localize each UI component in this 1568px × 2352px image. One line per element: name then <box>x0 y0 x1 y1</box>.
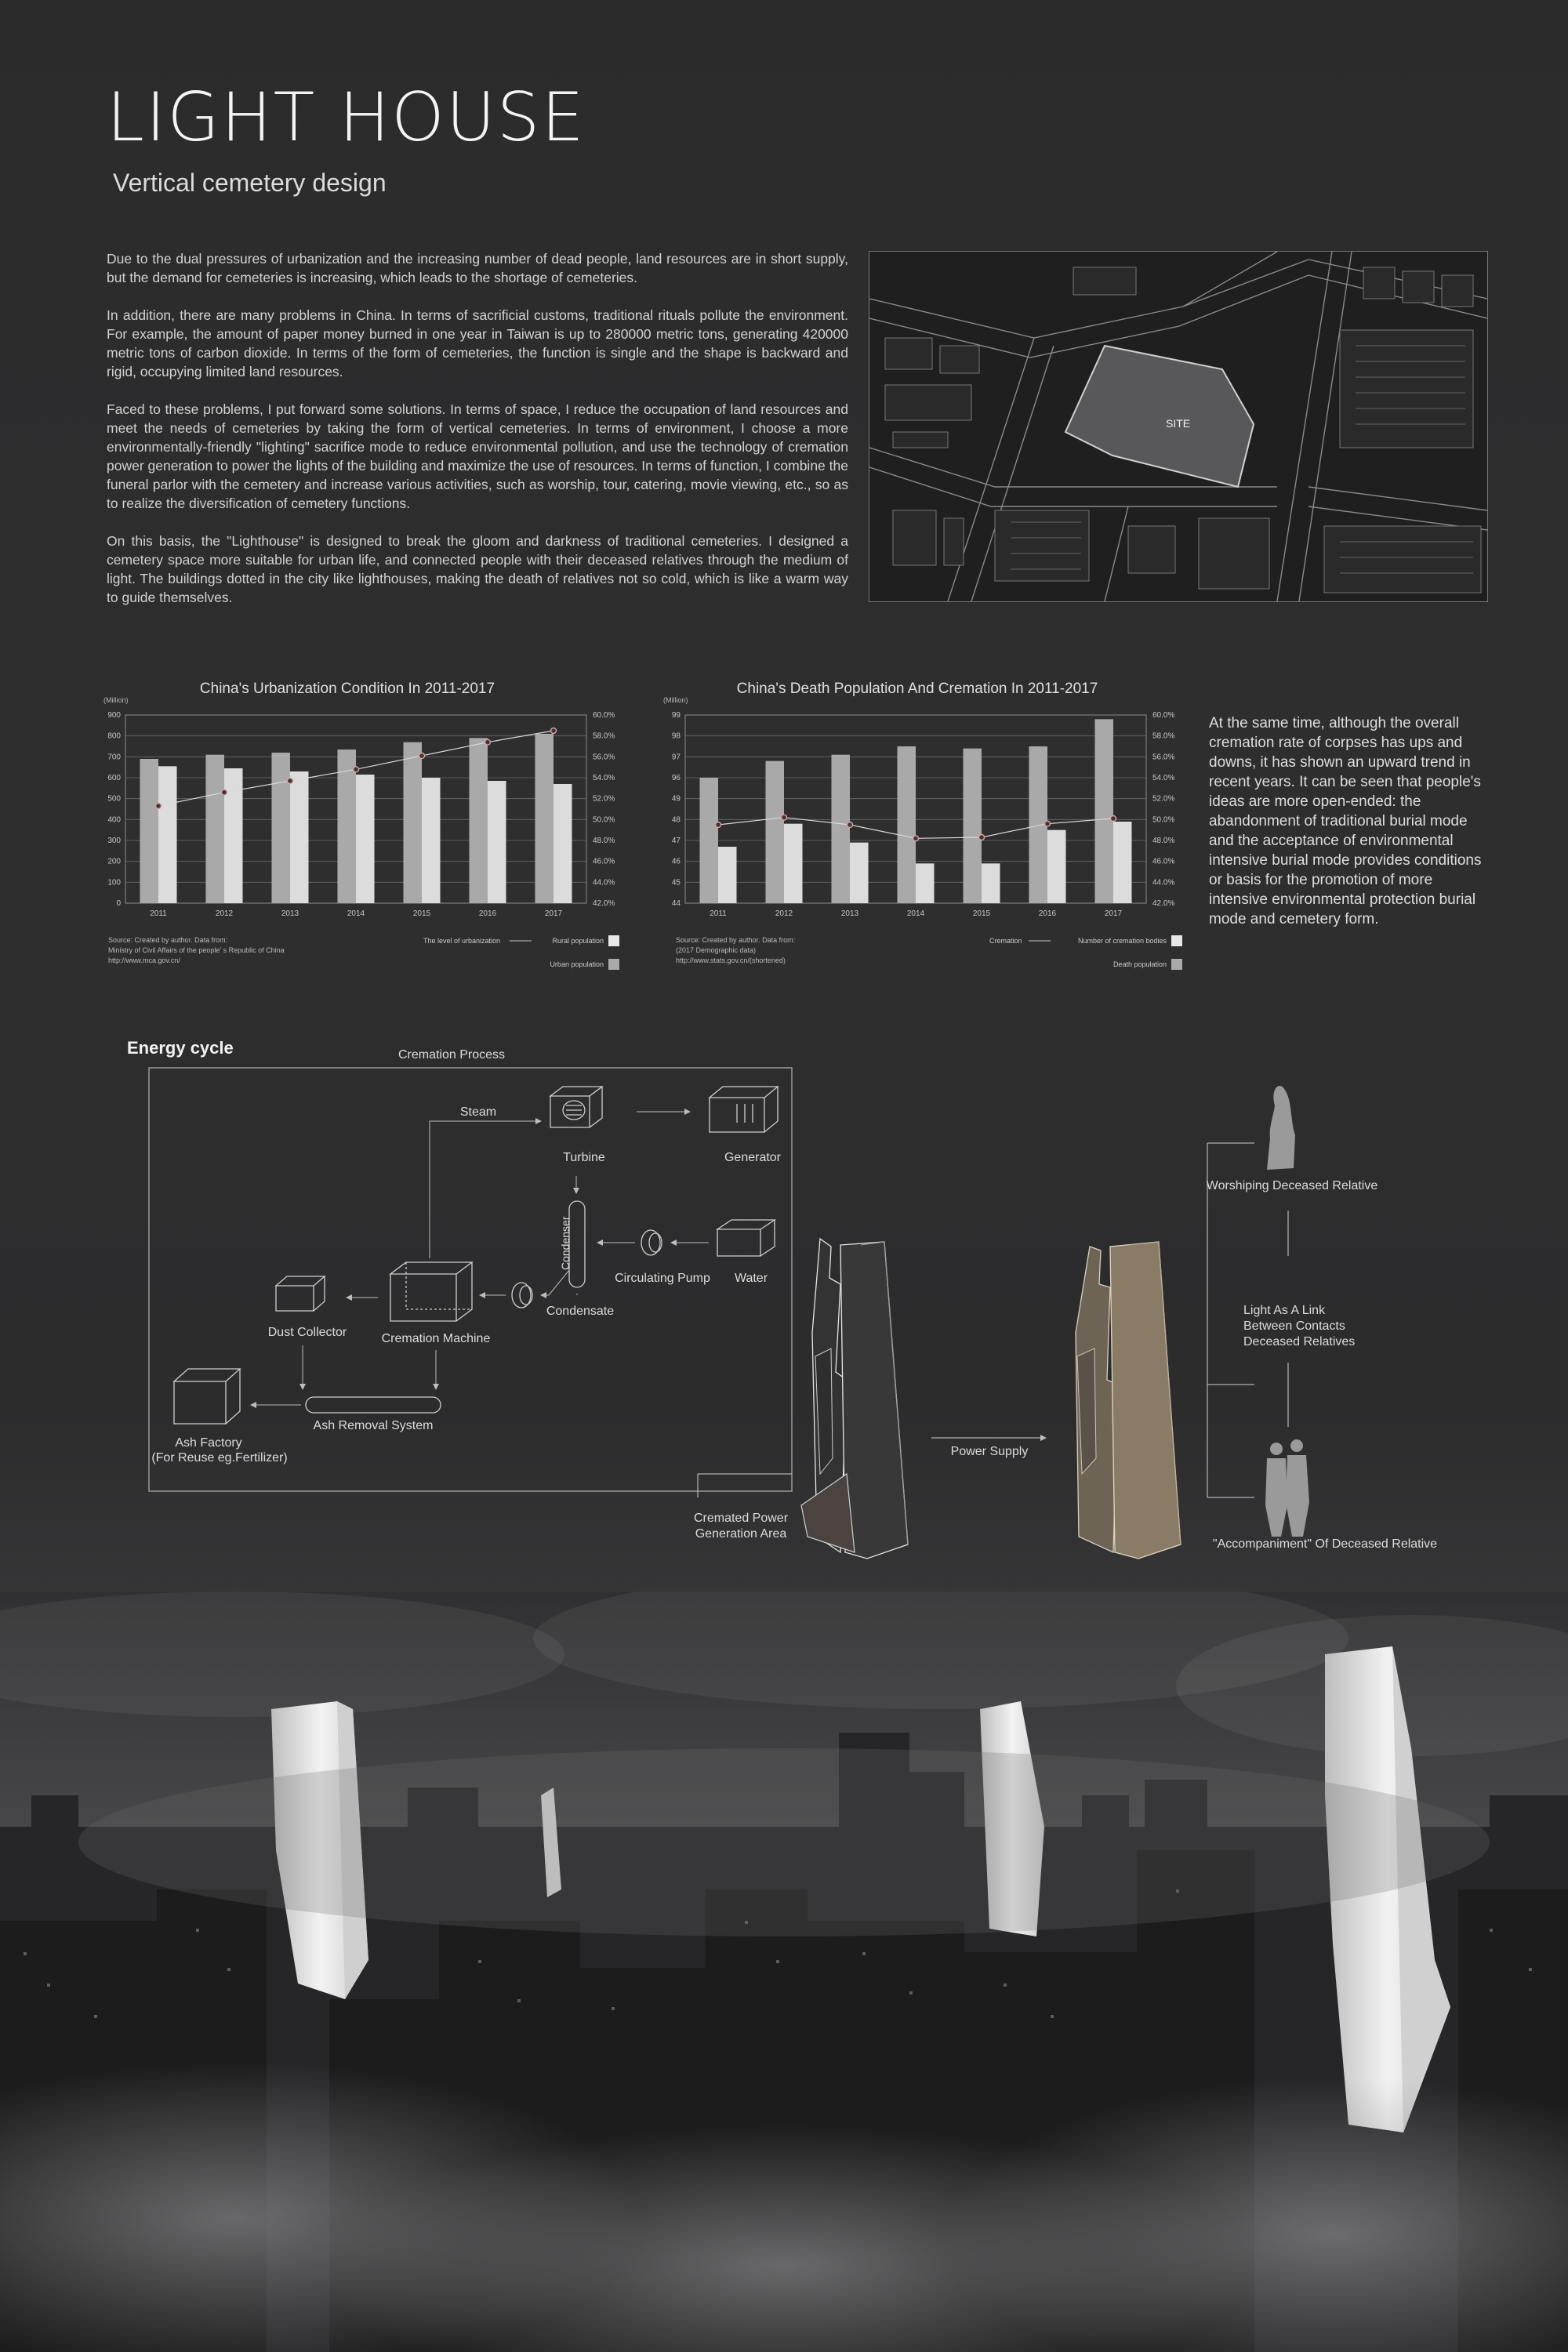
bar-number-of-cremation-bodies <box>850 843 869 903</box>
x-tick-label: 2013 <box>840 909 859 918</box>
ash-factory-icon <box>174 1369 240 1424</box>
line-point <box>288 779 293 784</box>
legend-label: Urban population <box>550 960 604 968</box>
y-tick-label: 600 <box>107 774 121 782</box>
generator-label: Generator <box>724 1151 782 1164</box>
x-tick-label: 2012 <box>775 909 793 918</box>
page-title: LIGHT HOUSE <box>107 78 586 157</box>
source-line: Ministry of Civil Affairs of the people' s Republic of China <box>108 946 285 954</box>
ash-removal-label: Ash Removal System <box>313 1419 434 1432</box>
line-point <box>913 836 919 841</box>
source-line: Source: Created by author. Data from: <box>108 936 228 944</box>
condenser-icon <box>569 1201 585 1287</box>
circulating-pump-icon <box>641 1230 662 1255</box>
chart-bars <box>699 719 1131 903</box>
x-tick-label: 2014 <box>906 909 925 918</box>
bar-number-of-cremation-bodies <box>916 863 935 903</box>
circulating-pump-label: Circulating Pump <box>615 1272 710 1285</box>
worship-label: Worshiping Deceased Relative <box>1206 1179 1378 1192</box>
bar-death-population <box>699 778 718 903</box>
bar-number-of-cremation-bodies <box>1047 830 1066 903</box>
line-point <box>979 835 985 840</box>
legend-label: The level of urbanization <box>423 937 501 945</box>
y-tick-label: 96 <box>671 774 681 782</box>
y-tick-label: 300 <box>107 837 121 845</box>
cremation-machine-label: Cremation Machine <box>381 1332 491 1345</box>
dust-collector-label: Dust Collector <box>267 1326 347 1339</box>
x-tick-label: 2017 <box>544 909 563 918</box>
line-point <box>848 822 853 828</box>
bar-death-population <box>1094 719 1113 903</box>
x-tick-label: 2014 <box>347 909 365 918</box>
y-tick-label: 800 <box>107 731 121 741</box>
y-tick-label: 500 <box>107 794 121 804</box>
bar-rural-population <box>140 759 158 903</box>
y2-tick-label: 50.0% <box>1152 815 1175 825</box>
x-tick-label: 2013 <box>281 909 299 918</box>
arrow-condenser-condensate <box>541 1270 569 1295</box>
bar-number-of-cremation-bodies <box>982 863 1000 903</box>
line-point <box>1111 816 1116 822</box>
legend-swatch <box>608 935 619 946</box>
y2-tick-label: 52.0% <box>593 794 615 804</box>
x-tick-label: 2017 <box>1104 909 1123 918</box>
bar-rural-population <box>271 753 290 903</box>
power-tower <box>801 1239 908 1559</box>
x-tick-label: 2011 <box>150 909 167 918</box>
y2-tick-label: 48.0% <box>593 837 615 845</box>
x-tick-label: 2015 <box>412 909 431 918</box>
line-point <box>156 804 162 809</box>
bar-number-of-cremation-bodies <box>784 824 803 903</box>
bar-death-population <box>831 755 850 903</box>
bar-urban-population <box>488 781 506 903</box>
steam-label: Steam <box>459 1105 497 1119</box>
y2-tick-label: 50.0% <box>593 815 615 825</box>
water-icon <box>717 1220 775 1256</box>
power-supply-label: Power Supply <box>950 1445 1029 1458</box>
y-tick-label: 400 <box>107 815 121 825</box>
link-label: Light As A Link <box>1243 1304 1326 1317</box>
bar-urban-population <box>356 775 375 903</box>
power-area-label: Generation Area <box>695 1527 787 1541</box>
condenser-label: Condenser <box>559 1216 572 1270</box>
y2-tick-label: 46.0% <box>593 857 615 866</box>
y-tick-label: 47 <box>671 837 681 845</box>
ash-factory-label: Ash Factory <box>175 1436 242 1450</box>
lit-tower <box>1076 1242 1181 1559</box>
bar-urban-population <box>158 766 177 903</box>
line-point <box>222 789 227 795</box>
chart-source <box>108 936 285 964</box>
bar-urban-population <box>290 771 309 903</box>
intro-paragraph: In addition, there are many problems in China. In terms of sacrificial customs, traditional rituals pollute the environment. For example, the amount of paper money burned in one year in Taiwan is up to 280000 metric tons, generating 420000 metric tons of carbon dioxide. In terms of the form of cemeteries, the function is single and the shape is backward and rigid, occupying limited land resources. <box>107 307 848 379</box>
legend-label: Cremation <box>989 937 1022 945</box>
power-area-connector <box>698 1474 792 1497</box>
legend-swatch <box>608 959 619 970</box>
line-point <box>419 753 425 759</box>
y2-tick-label: 42.0% <box>1152 899 1175 908</box>
line-point <box>551 728 557 734</box>
bar-urban-population <box>554 784 572 903</box>
bar-rural-population <box>403 742 422 903</box>
y2-tick-label: 58.0% <box>593 731 615 741</box>
worship-figure-icon <box>1267 1086 1295 1170</box>
power-area-label: Cremated Power <box>693 1512 789 1525</box>
line-point <box>485 739 491 745</box>
bar-urban-population <box>422 778 441 903</box>
page-subtitle: Vertical cemetery design <box>113 169 387 197</box>
x-tick-label: 2016 <box>478 909 497 918</box>
bar-death-population <box>897 746 916 903</box>
y2-tick-label: 44.0% <box>593 878 615 887</box>
legend-swatch <box>1171 935 1182 946</box>
source-line: http://www.mca.gov.cn/ <box>108 956 180 964</box>
legend-label: Rural population <box>552 937 604 945</box>
y-tick-label: 48 <box>671 815 681 825</box>
cremation-process-label: Cremation Process <box>397 1048 506 1062</box>
source-line: http://www.stats.gov.cn/(shortened) <box>676 956 786 964</box>
bar-death-population <box>765 761 784 903</box>
line-point <box>354 767 359 772</box>
y-tick-label: 700 <box>107 753 121 762</box>
y2-tick-label: 52.0% <box>1152 794 1175 804</box>
x-tick-label: 2015 <box>972 909 991 918</box>
source-line: (2017 Demographic data) <box>676 946 757 954</box>
accompaniment-label: "Accompaniment" Of Deceased Relative <box>1212 1537 1438 1551</box>
link-label: Deceased Relatives <box>1243 1335 1356 1348</box>
side-text: At the same time, although the overall cremation rate of corpses has ups and downs, it has shown an upward trend in recent years. It can be seen that people's ideas are more open-ended: the abandonment of traditional burial mode and the acceptance of environmental intensive burial mode provides conditions or basis for the promotion of more intensive environmental protection burial mode and cemetery form. <box>1209 715 1482 927</box>
chart-legend <box>423 935 619 970</box>
bar-urban-population <box>224 768 243 903</box>
y2-tick-label: 60.0% <box>1152 711 1175 720</box>
intro-paragraph: On this basis, the "Lighthouse" is designed to break the gloom and darkness of traditional cemeteries. I designed a cemetery space more suitable for urban life, and connected people with their deceased relatives through the medium of light. The buildings dotted in the city like lighthouses, making the death of relatives not so cold, which is like a warm way to guide themselves. <box>107 533 848 605</box>
line-point <box>716 822 721 828</box>
y2-tick-label: 56.0% <box>1152 753 1175 762</box>
ash-removal-icon <box>306 1397 441 1413</box>
chart-legend <box>989 935 1182 970</box>
x-tick-label: 2012 <box>215 909 234 918</box>
link-label: Between Contacts <box>1243 1319 1345 1333</box>
line-point <box>1045 821 1051 826</box>
chart-unit-label: (Million) <box>663 696 688 704</box>
y-tick-label: 44 <box>671 899 681 908</box>
y-tick-label: 97 <box>671 753 681 762</box>
y2-tick-label: 48.0% <box>1152 837 1175 845</box>
site-label: SITE <box>1166 417 1191 430</box>
y-tick-label: 46 <box>671 857 681 866</box>
legend-label: Number of cremation bodies <box>1077 937 1167 945</box>
site-map <box>869 251 1488 602</box>
condensate-pump-icon <box>512 1283 532 1308</box>
y2-tick-label: 42.0% <box>593 899 615 908</box>
y-tick-label: 200 <box>107 857 121 866</box>
energy-cycle-diagram <box>0 1035 1568 1584</box>
y2-tick-label: 60.0% <box>593 711 615 720</box>
bar-rural-population <box>535 734 554 903</box>
y-tick-label: 100 <box>107 878 121 887</box>
y-tick-label: 900 <box>107 711 121 720</box>
y-tick-label: 45 <box>671 878 681 887</box>
intro-paragraph: Due to the dual pressures of urbanization and the increasing number of dead people, land resources are in short supply, but the demand for cemeteries is increasing, which leads to the shortage of cemeteries. <box>107 251 848 285</box>
chart-source <box>676 936 795 964</box>
turbine-icon <box>550 1087 602 1127</box>
generator-icon <box>710 1087 778 1132</box>
city-render-image <box>0 1592 1568 2352</box>
bar-rural-population <box>205 755 224 903</box>
y-tick-label: 99 <box>671 711 681 720</box>
energy-cycle-title: Energy cycle <box>127 1038 234 1058</box>
water-label: Water <box>734 1272 768 1285</box>
legend-label: Death population <box>1112 960 1167 968</box>
y2-tick-label: 58.0% <box>1152 731 1175 741</box>
chart-title: China's Death Population And Cremation In 2011-2017 <box>736 681 1098 697</box>
dust-collector-icon <box>276 1276 325 1311</box>
y2-tick-label: 46.0% <box>1152 857 1175 866</box>
legend-swatch <box>1171 959 1182 970</box>
steam-arrow <box>430 1121 541 1258</box>
turbine-label: Turbine <box>563 1151 605 1164</box>
source-line: Source: Created by author. Data from: <box>676 936 796 944</box>
x-tick-label: 2011 <box>710 909 727 918</box>
x-tick-label: 2016 <box>1038 909 1057 918</box>
chart-title: China's Urbanization Condition In 2011-2017 <box>199 681 495 697</box>
bar-rural-population <box>469 738 488 903</box>
y2-tick-label: 56.0% <box>593 753 615 762</box>
y-tick-label: 49 <box>671 794 681 804</box>
y-tick-label: 0 <box>116 899 121 908</box>
y2-tick-label: 44.0% <box>1152 878 1175 887</box>
ash-factory-sub-label: (For Reuse eg.Fertilizer) <box>151 1451 288 1465</box>
two-people-icon <box>1265 1439 1309 1537</box>
y2-tick-label: 54.0% <box>593 774 615 782</box>
intro-text <box>107 249 848 626</box>
cremation-machine-icon <box>390 1262 472 1321</box>
urbanization-chart <box>100 676 633 974</box>
death-cremation-chart <box>659 676 1192 974</box>
bar-number-of-cremation-bodies <box>718 847 737 903</box>
chart-unit-label: (Million) <box>103 696 129 704</box>
chart-bars <box>140 734 572 903</box>
bar-death-population <box>963 749 982 903</box>
intro-paragraph: Faced to these problems, I put forward some solutions. In terms of space, I reduce the occupation of land resources and meet the needs of cemeteries by taking the form of vertical cemeteries. In terms of environment, I choose a more environmentally-friendly "lighting" sacrifice mode to reduce environmental pollution, and use the technology of cremation power generation to power the lights of the building and maximize the use of resources. In terms of function, I combine the funeral parlor with the cemetery and increase various activities, such as worship, tour, catering, movie viewing, etc., so as to realize the diversification of cemetery functions. <box>107 401 848 511</box>
bar-number-of-cremation-bodies <box>1113 822 1132 903</box>
condensate-label: Condensate <box>546 1305 615 1318</box>
line-point <box>782 815 787 820</box>
site-map-drawing <box>869 252 1487 601</box>
y2-tick-label: 54.0% <box>1152 774 1175 782</box>
y-tick-label: 98 <box>671 731 681 741</box>
